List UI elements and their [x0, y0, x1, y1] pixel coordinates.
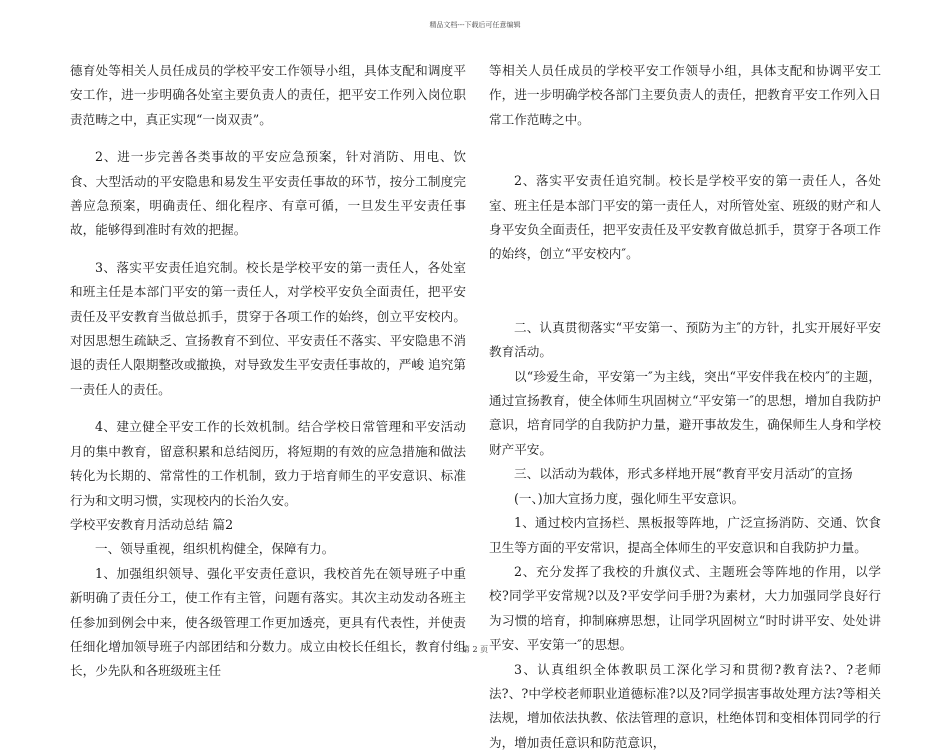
right-paragraph-9: 3、认真组织全体教职员工深化学习和贯彻?教育法?、?老师法?、?中学校老师职业道德标准?以及?同学损害事故处理方法?等相关法规，增加依法执教、依法管理的意识，杜绝体罚和变相体罚同学的行为，增加责任意识和防范意识，: [489, 661, 881, 750]
left-column: [70, 59, 466, 684]
left-paragraph-6: 一、领导重视，组织机构健全，保障有力。: [95, 541, 335, 557]
page-header: 精品文档---下载后可任意编辑: [429, 21, 521, 29]
right-paragraph-4: 以“珍爱生命，平安第一″为主线，突出“平安伴我在校内″的主题，通过宣扬教育，使全体师生巩固树立“平安第一″的思想，增加自我防护意识，培育同学的自我防护力量，避开事故发生，确保师生人身和学校财产平安。: [489, 368, 881, 457]
left-paragraph-4: 4、建立健全平安工作的长效机制。结合学校日常管理和平安活动月的集中教育，留意积累和总结阅历，将短期的有效的应急措施和做法转化为长期的、常常性的工作机制，致力于培育师生的平安意识、标准行为和文明习惯，实现校内的长治久安。: [70, 419, 466, 508]
right-paragraph-6: (一、)加大宣扬力度，强化师生平安意识。: [514, 490, 745, 506]
right-paragraph-2: 2、落实平安责任追究制。校长是学校平安的第一责任人，各处室、班主任是本部门平安的第一责任人，对所管处室、班级的财产和人身平安负全面责任，把平安责任及平安教育做总抓手，贯穿于各项工作的始终，创立“平安校内″。: [489, 173, 881, 262]
right-paragraph-7: 1、通过校内宣扬栏、黑板报等阵地，广泛宣扬消防、交通、饮食卫生等方面的平安常识，提高全体师生的平安意识和自我防护力量。: [489, 515, 881, 555]
page-number: 第 2 页: [461, 645, 489, 654]
right-paragraph-3: 二、认真贯彻落实“平安第一、预防为主″的方针，扎实开展好平安教育活动。: [489, 319, 881, 360]
left-paragraph-3: 3、落实平安责任追究制。校长是学校平安的第一责任人，各处室和班主任是本部门平安的第一责任人，对学校平安负全面责任，把平安责任及平安教育当做总抓手，贯穿于各项工作的始终，创立平安校内。对因思想生疏缺乏、宣扬教育不到位、平安责任不落实、平安隐患不消退的责任人限期整改或撤换，对导致发生平安责任事故的，严峻 追究第一责任人的责任。: [70, 259, 466, 397]
right-paragraph-5: 三、以活动为载体，形式多样地开展“教育平安月活动″的宣扬: [514, 466, 853, 482]
section-title: 学校平安教育月活动总结 篇2: [70, 516, 234, 532]
right-paragraph-1: 等相关人员任成员的学校平安工作领导小组，具体支配和协调平安工作，进一步明确学校各部门主要负责人的责任，把教育平安工作列入日常工作范畴之中。: [489, 63, 881, 127]
left-paragraph-1: 德育处等相关人员任成员的学校平安工作领导小组，具体支配和调度平安工作，进一步明确各处室主要负责人的责任，把平安工作列入岗位职责范畴之中，真正实现“一岗双责”。: [70, 63, 466, 127]
left-paragraph-7: 1、加强组织领导、强化平安责任意识，我校首先在领导班子中重新明确了责任分工，使工作有主管，问题有落实。其次主动发动各班主任参加到例会中来，使各级管理工作更加透亮，更具有代表性，并使责任细化增加领导班子内部团结和分数力。成立由校长任组长，教育付组长，少先队和各班级班主任: [70, 565, 466, 679]
left-paragraph-2: 2、进一步完善各类事故的平安应急预案，针对消防、用电、饮食、大型活动的平安隐患和易发生平安责任事故的环节，按分工制度完善应急预案，明确责任、细化程序、有章可循，一旦发生平安责任事故，能够得到准时有效的把握。: [70, 149, 466, 238]
right-paragraph-8: 2、充分发挥了我校的升旗仪式、主题班会等阵地的作用，以学校?同学平安常规?以及?平安学问手册?为素材，大力加强同学良好行为习惯的培育，抑制麻痹思想，让同学巩固树立“时时讲平安、处处讲平安、平安第一″的思想。: [489, 563, 881, 653]
